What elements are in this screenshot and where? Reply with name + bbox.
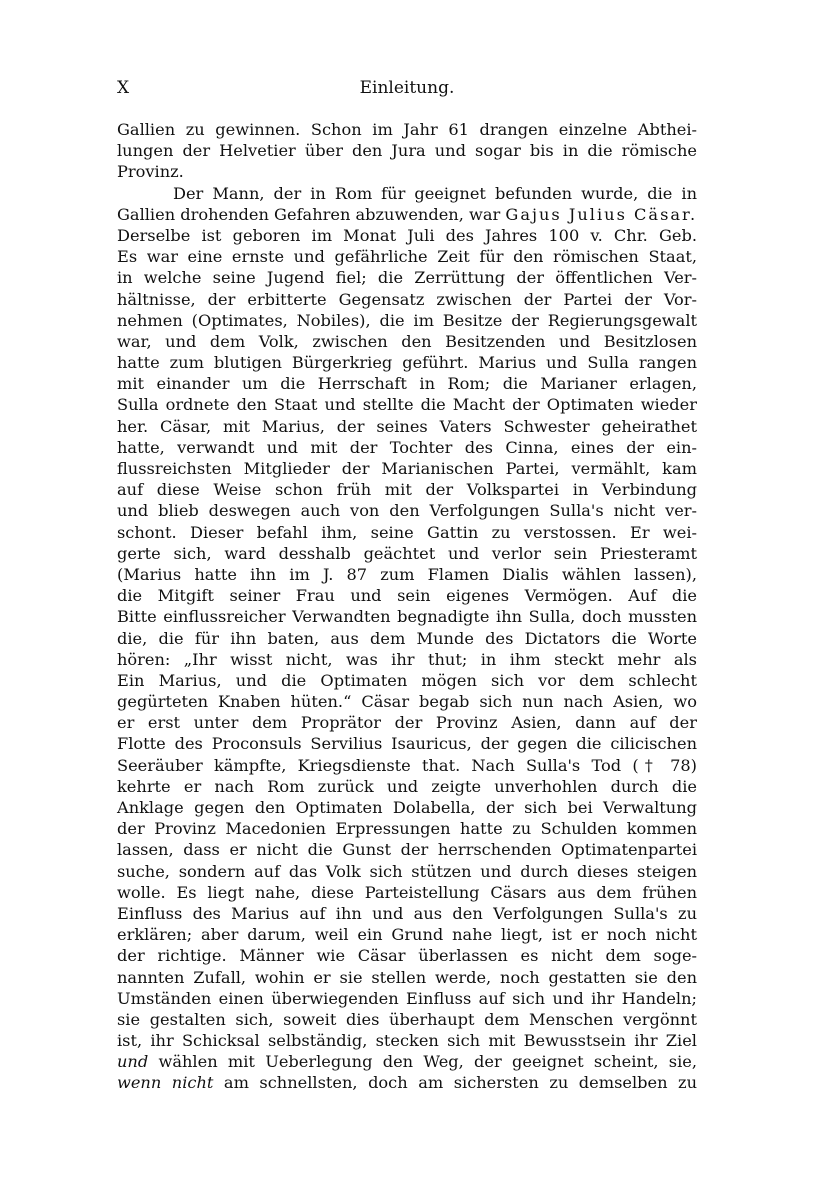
text-line: auf diese Weise schon früh mit der Volkspartei in Verbindung [117, 480, 697, 500]
text-line: her. Cäsar, mit Marius, der seines Vaters Schwester geheirathet [117, 416, 697, 436]
page-header [117, 78, 697, 100]
text-line: die Mitgift seiner Frau und sein eigenes Vermögen. Auf die [117, 586, 697, 606]
text-line [117, 1051, 697, 1072]
text-line: hatte, verwandt und mit der Tochter des Cinna, eines der ein- [117, 437, 697, 457]
text-line: Derselbe ist geboren im Monat Juli des Jahres 100 v. Chr. Geb. [117, 225, 697, 245]
text-line: der richtige. Männer wie Cäsar überlassen es nicht dem soge- [117, 946, 697, 966]
page-number: X [117, 78, 130, 98]
text-line: flussreichsten Mitglieder der Marianischen Partei, vermählt, kam [117, 459, 697, 478]
text-line: (Marius hatte ihn im J. 87 zum Flamen Dialis wählen lassen), [117, 564, 697, 584]
text-line: und blieb deswegen auch von den Verfolgungen Sulla's nicht ver- [117, 501, 697, 521]
text-line: Flotte des Proconsuls Servilius Isauricus, der gegen die cilicischen [117, 734, 697, 754]
text-line: Bitte einflussreicher Verwandten begnadigte ihn Sulla, doch mussten [117, 607, 697, 627]
text-line: Provinz. [117, 162, 184, 182]
text-line: nehmen (Optimates, Nobiles), die im Besitze der Regierungsgewalt [117, 310, 697, 330]
text-line: Sulla ordnete den Staat und stellte die Macht der Optimaten wieder [117, 395, 697, 415]
body-text [117, 119, 697, 1094]
text-line: Einfluss des Marius auf ihn und aus den Verfolgungen Sulla's zu [117, 903, 697, 923]
text-line: in welche seine Jugend fiel; die Zerrüttung der öffentlichen Ver- [117, 268, 697, 288]
text-line: hatte zum blutigen Bürgerkrieg geführt. Marius und Sulla rangen [117, 353, 697, 373]
italic-fragment: und [117, 1052, 149, 1072]
text-line: lungen der Helvetier über den Jura und sogar bis in die römische [117, 141, 697, 161]
text-line: erklären; aber darum, weil ein Grund nahe liegt, ist er noch nicht [117, 925, 697, 945]
text-line: Gallien zu gewinnen. Schon im Jahr 61 drangen einzelne Abthei- [117, 120, 697, 139]
text-fragment: wählen mit Ueberlegung den Weg, der geeignet scheint, sie, [148, 1052, 697, 1072]
text-line: wolle. Es liegt nahe, diese Parteistellung Cäsars aus dem frühen [117, 882, 697, 902]
text-line: schont. Dieser befahl ihm, seine Gattin zu verstossen. Er wei- [117, 522, 697, 542]
text-line: gegürteten Knaben hüten.“ Cäsar begab sich nun nach Asien, wo [117, 692, 697, 712]
text-line [117, 1072, 697, 1093]
text-line: nannten Zufall, wohin er sie stellen werde, noch gestatten sie den [117, 967, 697, 987]
text-line: war, und dem Volk, zwischen den Besitzenden und Besitzlosen [117, 331, 697, 351]
text-line: gerte sich, ward desshalb geächtet und verlor sein Priesteramt [117, 543, 697, 563]
text-fragment: Gallien drohenden Gefahren abzuwenden, war [117, 204, 506, 224]
text-line: suche, sondern auf das Volk sich stützen und durch dieses steigen [117, 861, 697, 881]
italic-fragment: wenn nicht [117, 1073, 214, 1093]
text-line: Seeräuber kämpfte, Kriegsdienste that. Nach Sulla's Tod († 78) [117, 755, 697, 775]
text-line: Es war eine ernste und gefährliche Zeit für den römischen Staat, [117, 247, 697, 267]
text-line: kehrte er nach Rom zurück und zeigte unverhohlen durch die [117, 776, 697, 796]
text-line: mit einander um die Herrschaft in Rom; die Marianer erlagen, [117, 374, 697, 394]
text-line: Umständen einen überwiegenden Einfluss auf sich und ihr Handeln; [117, 988, 697, 1008]
text-line: hören: „Ihr wisst nicht, was ihr thut; in ihm steckt mehr als [117, 649, 697, 669]
text-fragment: am schnellsten, doch am sichersten zu demselben zu [213, 1073, 697, 1093]
text-line: Der Mann, der in Rom für geeignet befunden wurde, die in [173, 183, 697, 203]
text-line: Ein Marius, und die Optimaten mögen sich vor dem schlecht [117, 670, 697, 690]
text-line: sie gestalten sich, soweit dies überhaupt dem Menschen vergönnt [117, 1009, 697, 1029]
text-line: lassen, dass er nicht die Gunst der herrschenden Optimatenpartei [117, 840, 697, 860]
text-line: die, die für ihn baten, aus dem Munde des Dictators die Worte [117, 628, 697, 648]
text-line: der Provinz Macedonien Erpressungen hatte zu Schulden kommen [117, 819, 697, 839]
name-caesar: Gajus Julius Cäsar. [505, 204, 698, 224]
text-line: er erst unter dem Proprätor der Provinz Asien, dann auf der [117, 713, 697, 733]
text-line: ist, ihr Schicksal selbständig, stecken sich mit Bewusstsein ihr Ziel [117, 1031, 697, 1051]
text-line [117, 204, 697, 225]
running-title: Einleitung. [359, 78, 455, 98]
text-line: Anklage gegen den Optimaten Dolabella, der sich bei Verwaltung [117, 798, 697, 817]
text-line: hältnisse, der erbitterte Gegensatz zwischen der Partei der Vor- [117, 289, 697, 309]
